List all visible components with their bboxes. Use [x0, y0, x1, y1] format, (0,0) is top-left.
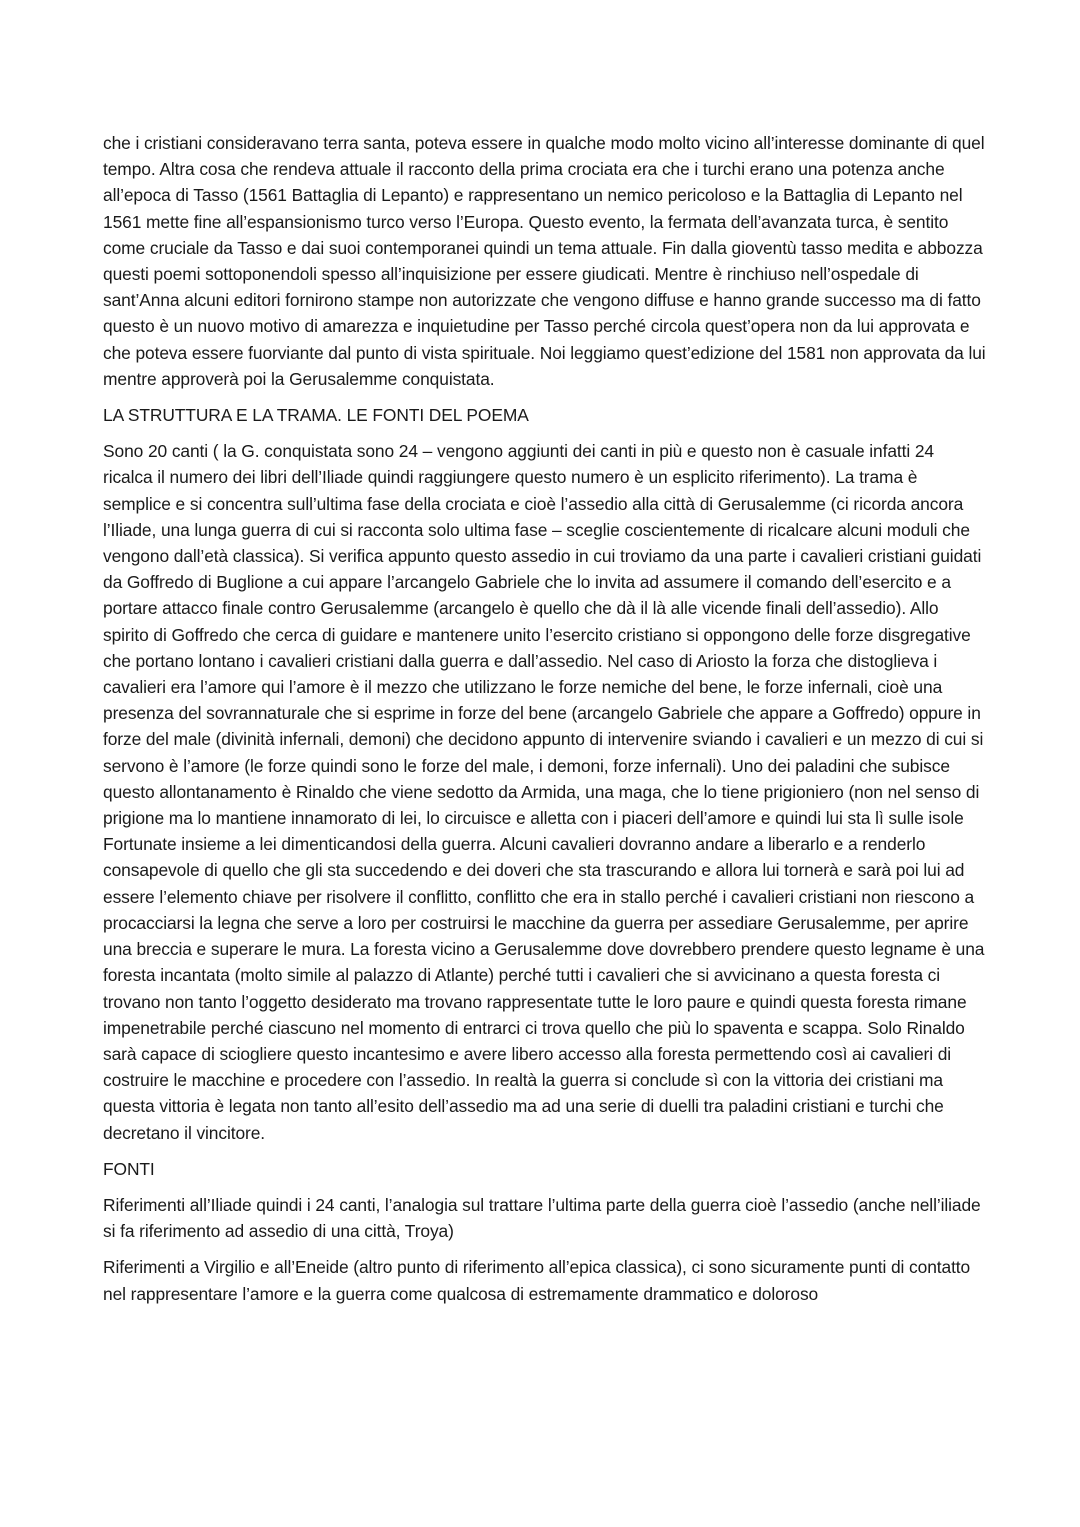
document-page	[103, 130, 988, 1307]
body-paragraph: che i cristiani consideravano terra santa, poteva essere in qualche modo molto vicino all’interesse dominante di quel tempo. Altra cosa che rendeva attuale il racconto della prima crociata era che i turchi erano una potenza anche all’epoca di Tasso (1561 Battaglia di Lepanto) e rappresentano un nemico pericoloso e la Battaglia di Lepanto nel 1561 mette fine all’espansionismo turco verso l’Europa. Questo evento, la fermata dell’avanzata turca, è sentito come cruciale da Tasso e dai suoi contemporanei quindi un tema attuale. Fin dalla gioventù tasso medita e abbozza questi poemi sottoponendoli spesso all’inquisizione per essere giudicati. Mentre è rinchiuso nell’ospedale di sant’Anna alcuni editori fornirono stampe non autorizzate che vengono diffuse e hanno grande successo ma di fatto questo è un nuovo motivo di amarezza e inquietudine per Tasso perché circola quest’opera non da lui approvata e che poteva essere fuorviante dal punto di vista spirituale. Noi leggiamo quest’edizione del 1581 non approvata da lui mentre approverà poi la Gerusalemme conquistata.	[103, 133, 986, 389]
section-heading-structure: LA STRUTTURA E LA TRAMA. LE FONTI DEL POEMA	[103, 405, 529, 426]
body-paragraph: Sono 20 canti ( la G. conquistata sono 24 – vengono aggiunti dei canti in più e questo non è casuale infatti 24 ricalca il numero dei libri dell’Iliade quindi raggiungere questo numero è un esplicito riferimento). La trama è semplice e si concentra sull’ultima fase della crociata e cioè l’assedio alla città di Gerusalemme (ci ricorda ancora l’Iliade, una lunga guerra di cui si racconta solo ultima fase – sceglie coscientemente di ricalcare alcuni moduli che vengono dall’età classica). Si verifica appunto questo assedio in cui troviamo da una parte i cavalieri cristiani guidati da Goffredo di Buglione a cui appare l’arcangelo Gabriele che lo invita ad assumere il comando dell’esercito e a portare attacco finale contro Gerusalemme (arcangelo è quello che dà il là alle vicende finali dell’assedio). Allo spirito di Goffredo che cerca di guidare e mantenere unito l’esercito cristiano si oppongono delle forze disgregative che portano lontano i cavalieri cristiani dalla guerra e dall’assedio. Nel caso di Ariosto la forza che distoglieva i cavalieri era l’amore qui l’amore è il mezzo che utilizzano le forze nemiche del bene, le forze infernali, cioè una presenza del sovrannaturale che si esprime in forze del bene (arcangelo Gabriele che appare a Goffredo) oppure in forze del male (divinità infernali, demoni) che decidono appunto di intervenire sviando i cavalieri e un mezzo di cui si servono è l’amore (le forze quindi sono le forze del male, i demoni, forze infernali). Uno dei paladini che subisce questo allontanamento è Rinaldo che viene sedotto da Armida, una maga, che lo tiene prigioniero (non nel senso di prigione ma lo mantiene innamorato di lei, lo circuisce e alletta con i piaceri dell’amore e quindi lui sta lì sulle isole Fortunate insieme a lei dimenticandosi della guerra. Alcuni cavalieri dovranno andare a liberarlo e a renderlo consapevole di quello che gli sta succedendo e dei doveri che sta trascurando e allora lui tornerà e sarà poi lui ad essere l’elemento chiave per risolvere il conflitto, conflitto che era in stallo perché i cavalieri cristiani non riescono a procacciarsi la legna che serve a loro per costruirsi le macchine da guerra per assediare Gerusalemme, per aprire una breccia e superare le mura. La foresta vicino a Gerusalemme dove dovrebbero prendere questo legname è una foresta incantata (molto simile al palazzo di Atlante) perché tutti i cavalieri che si avvicinano a questa foresta ci trovano non tanto l’oggetto desiderato ma trovano rappresentate tutte le loro paure e quindi questa foresta rimane impenetrabile perché ciascuno nel momento di entrarci ci trova quello che più lo spaventa e scappa. Solo Rinaldo sarà capace di sciogliere questo incantesimo e avere libero accesso alla foresta permettendo così ai cavalieri di costruire le macchine e procedere con l’assedio. In realtà la guerra si conclude sì con la vittoria dei cristiani ma questa vittoria è legata non tanto all’esito dell’assedio ma ad una serie di duelli tra paladini cristiani e turchi che decretano il vincitore.	[103, 441, 985, 1143]
body-paragraph: Riferimenti all’Iliade quindi i 24 canti, l’analogia sul trattare l’ultima parte della guerra cioè l’assedio (anche nell’iliade si fa riferimento ad assedio di una città, Troya)	[103, 1194, 981, 1242]
body-paragraph: Riferimenti a Virgilio e all’Eneide (altro punto di riferimento all’epica classica), ci sono sicuramente punti di contatto nel rappresentare l’amore e la guerra come qualcosa di estremamente drammatico e doloroso	[103, 1257, 971, 1304]
section-heading-fonti: FONTI	[103, 1158, 155, 1179]
